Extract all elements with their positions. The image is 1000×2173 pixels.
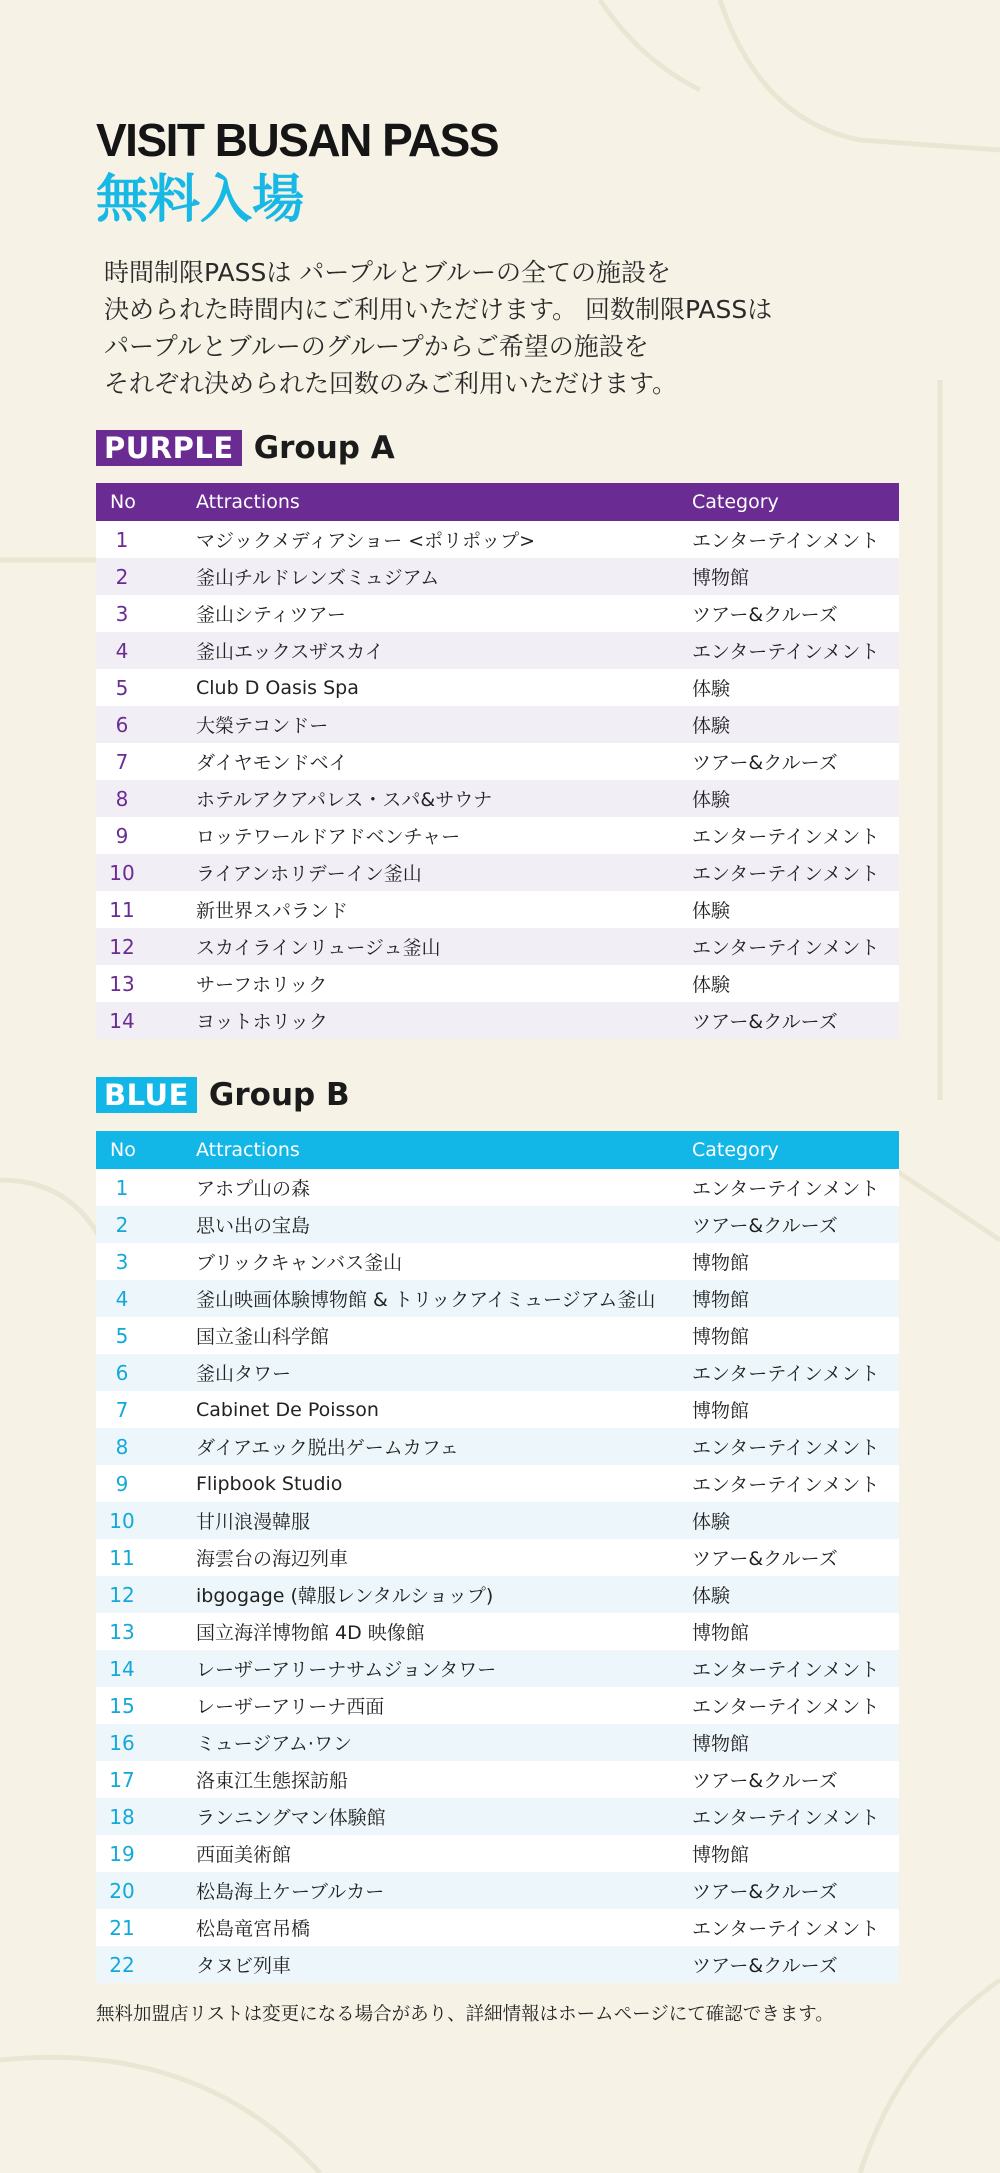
attraction-category: ツアー&クルーズ <box>692 752 838 774</box>
row-number: 6 <box>115 712 129 737</box>
row-number: 4 <box>115 1286 129 1311</box>
attraction-category: エンターテインメント <box>692 1659 880 1681</box>
intro-line: パープルとブルーのグループからご希望の施設を <box>104 332 649 361</box>
attraction-name: 新世界スパランド <box>196 900 349 922</box>
column-header-category: Category <box>692 1139 779 1161</box>
attraction-category: エンターテインメント <box>692 826 880 848</box>
attraction-category: エンターテインメント <box>692 641 880 663</box>
intro-text <box>104 254 964 402</box>
row-number: 8 <box>115 786 129 811</box>
column-header-no: No <box>110 1139 136 1161</box>
intro-line: それぞれ決められた回数のみご利用いただけます。 <box>104 369 678 398</box>
table-row <box>96 928 899 965</box>
row-number: 14 <box>109 1656 135 1681</box>
table-row <box>96 1576 899 1613</box>
table-header <box>96 483 899 521</box>
table-row <box>96 1002 899 1039</box>
table-row <box>96 1909 899 1946</box>
table-row <box>96 1650 899 1687</box>
attraction-name: スカイラインリュージュ釜山 <box>196 937 441 959</box>
attraction-name: ibgogage (韓服レンタルショップ) <box>196 1585 494 1607</box>
attraction-category: 体験 <box>692 789 731 811</box>
table-row <box>96 1835 899 1872</box>
attraction-name: 釜山タワー <box>196 1363 292 1385</box>
group-a-name: Group A <box>253 430 395 466</box>
attraction-name: 洛東江生態探訪船 <box>196 1770 349 1792</box>
row-number: 6 <box>115 1360 129 1385</box>
attraction-category: 博物館 <box>692 1400 750 1422</box>
table-row <box>96 1761 899 1798</box>
attraction-category: ツアー&クルーズ <box>692 1011 838 1033</box>
page-title: VISIT BUSAN PASS <box>96 114 498 166</box>
attraction-name: タヌビ列車 <box>196 1955 292 1977</box>
row-number: 1 <box>115 527 129 552</box>
attraction-name: ランニングマン体験館 <box>196 1807 386 1829</box>
row-number: 8 <box>115 1434 129 1459</box>
row-number: 17 <box>109 1767 135 1792</box>
table-row <box>96 1243 899 1280</box>
attraction-category: 体験 <box>692 1585 731 1607</box>
row-number: 7 <box>115 1397 129 1422</box>
attraction-name: Flipbook Studio <box>196 1472 343 1495</box>
attraction-name: 西面美術館 <box>196 1844 292 1866</box>
attraction-name: 釜山チルドレンズミュジアム <box>196 567 440 589</box>
group-b-table <box>96 1131 899 1983</box>
attraction-category: ツアー&クルーズ <box>692 1215 838 1237</box>
attraction-category: 体験 <box>692 1511 731 1533</box>
row-number: 14 <box>109 1008 135 1033</box>
attraction-category: エンターテインメント <box>692 1437 880 1459</box>
attraction-name: ロッテワールドアドベンチャー <box>196 826 461 848</box>
table-row <box>96 854 899 891</box>
attraction-category: エンターテインメント <box>692 1474 880 1496</box>
footnote: 無料加盟店リストは変更になる場合があり、詳細情報はホームページにて確認できます。 <box>96 2004 834 2025</box>
row-number: 16 <box>109 1730 135 1755</box>
row-number: 21 <box>109 1915 135 1940</box>
table-row <box>96 1354 899 1391</box>
column-header-no: No <box>110 491 136 513</box>
attraction-name: 大榮テコンドー <box>196 715 329 737</box>
attraction-name: 松島竜宮吊橋 <box>196 1918 311 1940</box>
attraction-category: エンターテインメント <box>692 1363 880 1385</box>
attraction-name: レーザーアリーナ西面 <box>196 1696 385 1718</box>
table-row <box>96 743 899 780</box>
attraction-category: エンターテインメント <box>692 530 880 552</box>
attraction-name: 松島海上ケーブルカー <box>196 1881 385 1903</box>
attraction-category: 博物館 <box>692 1622 750 1644</box>
attraction-category: 博物館 <box>692 1844 750 1866</box>
attraction-name: レーザーアリーナサムジョンタワー <box>196 1659 497 1681</box>
table-row <box>96 1280 899 1317</box>
table-row <box>96 558 899 595</box>
table-row <box>96 1724 899 1761</box>
table-row <box>96 891 899 928</box>
attraction-category: 体験 <box>692 678 731 700</box>
group-a-tag: PURPLE <box>96 430 242 466</box>
attraction-category: ツアー&クルーズ <box>692 1548 838 1570</box>
table-row <box>96 1613 899 1650</box>
row-number: 1 <box>115 1175 129 1200</box>
attraction-name: 釜山シティツアー <box>196 604 346 626</box>
row-number: 3 <box>115 1249 129 1274</box>
group-a-heading <box>96 428 395 468</box>
attraction-name: 釜山映画体験博物館 & トリックアイミュージアム釜山 <box>196 1289 656 1311</box>
group-b-name: Group B <box>208 1077 350 1113</box>
row-number: 10 <box>109 860 135 885</box>
attraction-category: 体験 <box>692 715 731 737</box>
attraction-category: ツアー&クルーズ <box>692 604 838 626</box>
attraction-name: ヨットホリック <box>196 1011 328 1033</box>
attraction-category: 博物館 <box>692 1733 750 1755</box>
attraction-category: 体験 <box>692 974 731 996</box>
attraction-category: 体験 <box>692 900 731 922</box>
attraction-name: 海雲台の海辺列車 <box>196 1548 349 1570</box>
table-row <box>96 817 899 854</box>
row-number: 15 <box>109 1693 135 1718</box>
table-row <box>96 1206 899 1243</box>
attraction-category: 博物館 <box>692 1326 750 1348</box>
attraction-category: ツアー&クルーズ <box>692 1881 838 1903</box>
row-number: 11 <box>109 897 135 922</box>
attraction-category: 博物館 <box>692 567 750 589</box>
row-number: 5 <box>115 1323 129 1348</box>
attraction-category: 博物館 <box>692 1252 750 1274</box>
row-number: 4 <box>115 638 129 663</box>
table-row <box>96 1798 899 1835</box>
page-subtitle: 無料入場 <box>96 170 305 230</box>
table-row <box>96 669 899 706</box>
attraction-name: サーフホリック <box>196 974 328 996</box>
table-row <box>96 1502 899 1539</box>
row-number: 19 <box>109 1841 135 1866</box>
attraction-name: 国立釜山科学館 <box>196 1326 330 1348</box>
attraction-category: エンターテインメント <box>692 1178 880 1200</box>
row-number: 9 <box>115 823 129 848</box>
row-number: 18 <box>109 1804 135 1829</box>
attraction-category: エンターテインメント <box>692 1807 880 1829</box>
group-b-heading <box>96 1075 350 1115</box>
row-number: 22 <box>109 1952 135 1977</box>
table-row <box>96 1946 899 1983</box>
intro-line: 時間制限PASSは パープルとブルーの全ての施設を <box>104 258 672 287</box>
attraction-name: ホテルアクアパレス・スパ&サウナ <box>196 789 493 811</box>
row-number: 12 <box>109 1582 135 1607</box>
table-row <box>96 965 899 1002</box>
row-number: 11 <box>109 1545 135 1570</box>
attraction-category: ツアー&クルーズ <box>692 1770 838 1792</box>
table-row <box>96 706 899 743</box>
row-number: 3 <box>115 601 129 626</box>
attraction-name: 国立海洋博物館 4D 映像館 <box>196 1622 425 1644</box>
attraction-category: エンターテインメント <box>692 937 880 959</box>
table-row <box>96 780 899 817</box>
table-row <box>96 595 899 632</box>
attraction-category: エンターテインメント <box>692 863 880 885</box>
table-row <box>96 1391 899 1428</box>
row-number: 10 <box>109 1508 135 1533</box>
group-b-tag: BLUE <box>96 1077 197 1113</box>
row-number: 2 <box>115 1212 129 1237</box>
attraction-name: 思い出の宝島 <box>196 1215 311 1237</box>
row-number: 13 <box>109 1619 135 1644</box>
row-number: 20 <box>109 1878 135 1903</box>
attraction-category: エンターテインメント <box>692 1696 880 1718</box>
row-number: 9 <box>115 1471 129 1496</box>
table-row <box>96 632 899 669</box>
attraction-name: ライアンホリデーイン釜山 <box>196 863 422 885</box>
table-row <box>96 521 899 558</box>
attraction-name: Club D Oasis Spa <box>196 676 359 699</box>
table-row <box>96 1428 899 1465</box>
attraction-name: アホプ山の森 <box>196 1178 311 1200</box>
attraction-name: ダイヤモンドベイ <box>196 752 348 774</box>
row-number: 2 <box>115 564 129 589</box>
attraction-name: 釜山エックスザスカイ <box>196 641 384 663</box>
row-number: 12 <box>109 934 135 959</box>
table-row <box>96 1465 899 1502</box>
table-row <box>96 1687 899 1724</box>
attraction-name: マジックメディアショー <ポリポップ> <box>196 530 536 552</box>
intro-line: 決められた時間内にご利用いただけます。 回数制限PASSは <box>104 295 773 324</box>
table-row <box>96 1872 899 1909</box>
column-header-category: Category <box>692 491 779 513</box>
attraction-name: ブリックキャンバス釜山 <box>196 1252 403 1274</box>
attraction-category: エンターテインメント <box>692 1918 880 1940</box>
table-row <box>96 1539 899 1576</box>
column-header-attractions: Attractions <box>196 1139 300 1161</box>
table-row <box>96 1317 899 1354</box>
row-number: 7 <box>115 749 129 774</box>
row-number: 13 <box>109 971 135 996</box>
row-number: 5 <box>115 675 129 700</box>
table-row <box>96 1169 899 1206</box>
group-a-table <box>96 483 899 1039</box>
attraction-category: 博物館 <box>692 1289 750 1311</box>
attraction-name: ダイアエック脱出ゲームカフェ <box>196 1437 459 1459</box>
attraction-name: Cabinet De Poisson <box>196 1398 379 1421</box>
table-header <box>96 1131 899 1169</box>
attraction-category: ツアー&クルーズ <box>692 1955 838 1977</box>
attraction-name: ミュージアム·ワン <box>196 1733 352 1755</box>
attraction-name: 甘川浪漫韓服 <box>196 1511 311 1533</box>
column-header-attractions: Attractions <box>196 491 300 513</box>
